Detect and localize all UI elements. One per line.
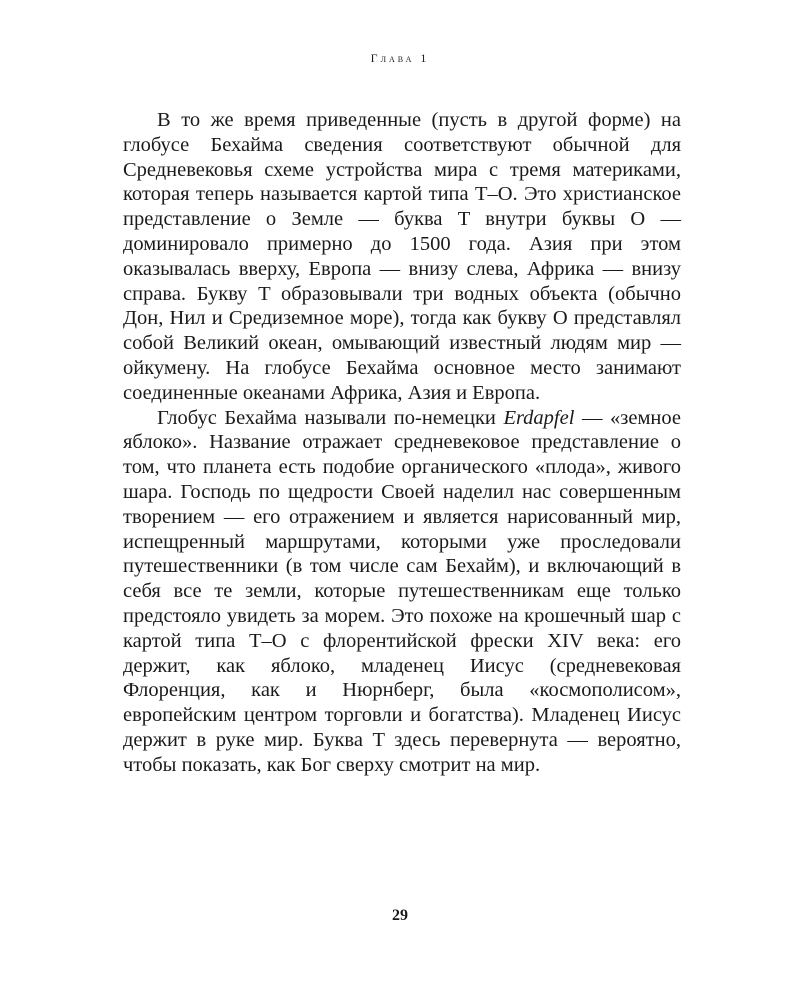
body-text [123,108,681,778]
paragraph-2 [123,406,681,778]
paragraph-2-rest: — «земное яблоко». Название отражает средневековое представление о том, что планета есть подобие органического «плода», живого шара. Господь по щедрости Своей наделил нас совершенным творением — его отражением и является нарисованный мир, испещренный маршрутами, которыми уже проследовали путешественники (в том числе сам Бехайм), и включающий в себя все те земли, которые путешественникам еще только предстояло увидеть за морем. Это похоже на крошечный шар с картой типа T–O с флорентийской фрески XIV века: его держит, как яблоко, младенец Иисус (средневековая Флоренция, как и Нюрнберг, была «космополисом», европейским центром торговли и богатства). Младенец Иисус держит в руке мир. Буква T здесь перевернута — вероятно, чтобы показать, как Бог сверху смотрит на мир. [123,406,681,776]
paragraph-1: В то же время приведенные (пусть в другой форме) на глобусе Бехайма сведения соответствуют обычной для Средневековья схеме устройства мира с тремя материками, которая теперь называется картой типа T–O. Это христианское представление о Земле — буква T внутри буквы O — доминировало примерно до 1500 года. Азия при этом оказывалась вверху, Европа — внизу слева, Африка — внизу справа. Букву T образовывали три водных объекта (обычно Дон, Нил и Средиземное море), тогда как букву O представлял собой Великий океан, омывающий известный людям мир — ойкумену. На глобусе Бехайма основное место занимают соединенные океанами Африка, Азия и Европа. [123,109,681,404]
running-head: Глава 1 [370,51,430,65]
foreign-term: Erdapfel [503,406,575,429]
paragraph-2-lead: Глобус Бехайма называли по-немецки [157,406,504,429]
page-number: 29 [392,907,408,924]
